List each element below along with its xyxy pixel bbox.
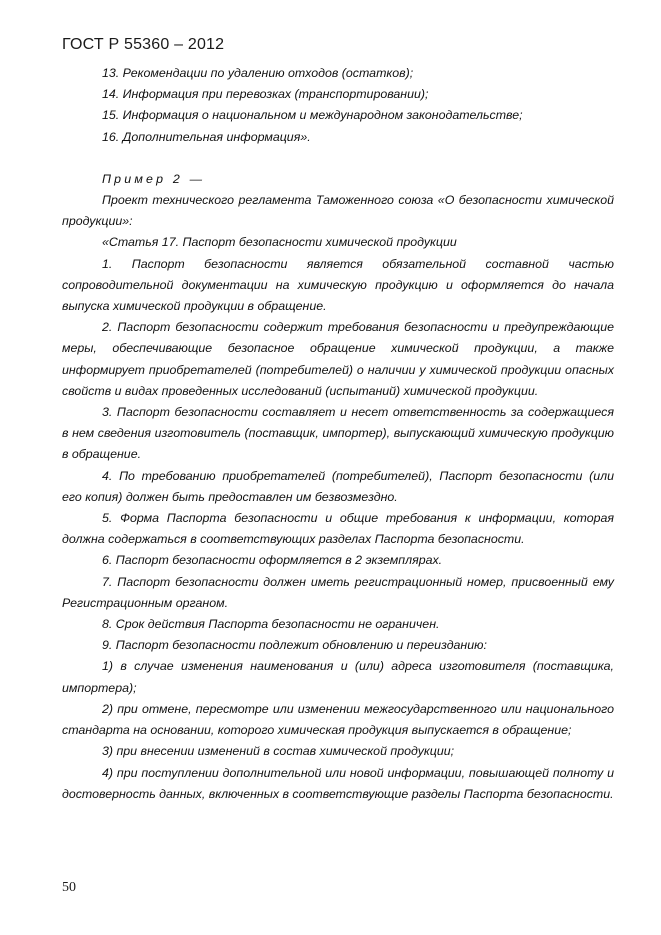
article-point: 6. Паспорт безопасности оформляется в 2 экземплярах. bbox=[102, 553, 443, 568]
example-intro: Проект технического регламента Таможенного союза «О безопасности химической продукции»: bbox=[62, 193, 614, 229]
article-point: 2. Паспорт безопасности содержит требования безопасности и предупреждающие меры, обеспечивающие безопасное обращение химической продукции, а также информирует приобретателей (потребителей) о наличии у химической продукции опасных свойств и видах проведенных исследований (испытаний) химической продукции. bbox=[62, 320, 614, 398]
article-title: «Статья 17. Паспорт безопасности химической продукции bbox=[102, 235, 457, 250]
list-item: 14. Информация при перевозках (транспортировании); bbox=[102, 87, 429, 102]
article-point: 3. Паспорт безопасности составляет и несет ответственность за содержащиеся в нем сведения изготовитель (поставщик, импортер), выпускающий химическую продукцию в обращение. bbox=[62, 405, 614, 462]
example-label: Пример 2 — bbox=[102, 171, 206, 186]
article-point: 8. Срок действия Паспорта безопасности не ограничен. bbox=[102, 617, 440, 632]
article-point: 7. Паспорт безопасности должен иметь регистрационный номер, присвоенный ему Регистрационным органом. bbox=[62, 574, 614, 610]
article-subpoint: 1) в случае изменения наименования и (или) адреса изготовителя (поставщика, импортера); bbox=[62, 659, 614, 695]
article-subpoint: 4) при поступлении дополнительной или новой информации, повышающей полноту и достоверность данных, включенных в соответствующие разделы Паспорта безопасности. bbox=[62, 765, 614, 801]
document-header: ГОСТ Р 55360 – 2012 bbox=[62, 36, 225, 53]
list-item: 13. Рекомендации по удалению отходов (остатков); bbox=[102, 66, 414, 80]
article-point: 9. Паспорт безопасности подлежит обновлению и переизданию: bbox=[102, 638, 487, 653]
document-body bbox=[62, 63, 614, 805]
article-point: 1. Паспорт безопасности является обязательной составной частью сопроводительной документации на химическую продукцию и оформляется до начала выпуска химической продукции в обращение. bbox=[62, 256, 614, 314]
paragraph-gap bbox=[62, 148, 614, 169]
article-subpoint: 3) при внесении изменений в состав химической продукции; bbox=[102, 744, 455, 759]
page-number: 50 bbox=[62, 880, 76, 895]
example-heading bbox=[62, 169, 614, 190]
list-item: 15. Информация о национальном и международном законодательстве; bbox=[102, 108, 523, 123]
article-point: 4. По требованию приобретателей (потребителей), Паспорт безопасности (или его копия) должен быть предоставлен им безвозмездно. bbox=[62, 468, 614, 504]
article-point: 5. Форма Паспорта безопасности и общие требования к информации, которая должна содержаться в соответствующих разделах Паспорта безопасности. bbox=[62, 511, 614, 547]
list-item: 16. Дополнительная информация». bbox=[102, 129, 311, 144]
article-subpoint: 2) при отмене, пересмотре или изменении межгосударственного или национального стандарта на основании, которого химическая продукция выпускается в обращение; bbox=[62, 701, 614, 738]
